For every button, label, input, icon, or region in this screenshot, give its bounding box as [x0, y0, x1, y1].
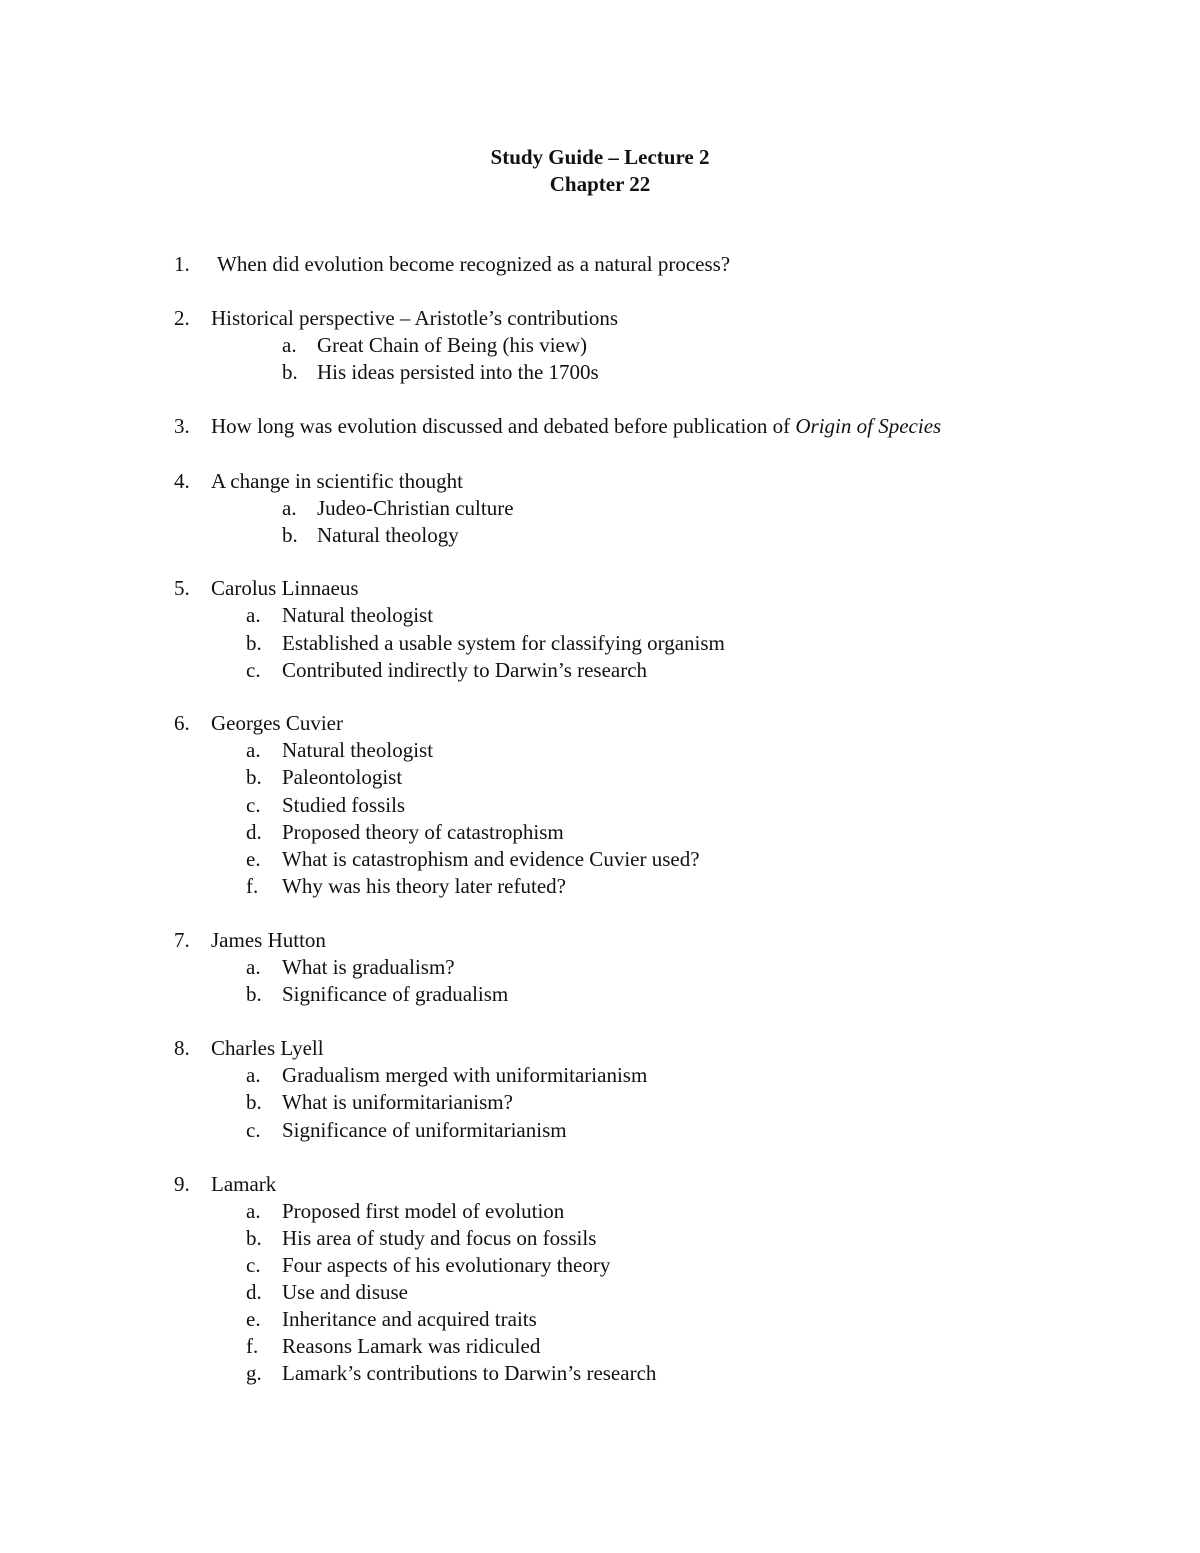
item-text: When did evolution become recognized as a natural process?: [217, 252, 731, 276]
sub-item-letter: b.: [246, 982, 262, 1006]
sub-item-letter: c.: [246, 793, 261, 817]
sub-item-letter: a.: [246, 955, 261, 979]
sub-item-letter: a.: [246, 603, 261, 627]
item-number: 4.: [174, 469, 190, 493]
page-title: Study Guide – Lecture 2: [490, 145, 710, 169]
sub-item-text: Gradualism merged with uniformitarianism: [282, 1063, 648, 1087]
sub-item-text: Significance of uniformitarianism: [282, 1118, 567, 1142]
sub-item-text: Established a usable system for classifying organism: [282, 631, 725, 655]
sub-item-letter: a.: [246, 1199, 261, 1223]
item-number: 9.: [174, 1172, 190, 1196]
sub-item-letter: b.: [246, 1226, 262, 1250]
sub-item-text: Use and disuse: [282, 1280, 408, 1304]
sub-item-text: Proposed first model of evolution: [282, 1199, 565, 1223]
sub-item-letter: c.: [246, 1253, 261, 1277]
sub-item-text: Proposed theory of catastrophism: [282, 820, 564, 844]
item-text: Historical perspective – Aristotle’s contributions: [211, 306, 619, 330]
sub-item-letter: a.: [246, 1063, 261, 1087]
item-text-plain: How long was evolution discussed and debated before publication of: [211, 414, 796, 438]
item-text: A change in scientific thought: [211, 469, 463, 493]
sub-item-letter: c.: [246, 1118, 261, 1142]
sub-item-text: Judeo-Christian culture: [317, 496, 514, 520]
sub-item-text: Reasons Lamark was ridiculed: [282, 1334, 541, 1358]
sub-item-letter: d.: [246, 1280, 262, 1304]
sub-item-text: What is gradualism?: [282, 955, 455, 979]
sub-item-text: Why was his theory later refuted?: [282, 874, 566, 898]
book-title: Origin of Species: [795, 414, 942, 438]
item-number: 3.: [174, 414, 190, 438]
sub-item-text: His area of study and focus on fossils: [282, 1226, 597, 1250]
sub-item-text: Natural theologist: [282, 738, 434, 762]
item-number: 7.: [174, 928, 190, 952]
sub-item-text: Natural theologist: [282, 603, 434, 627]
sub-item-letter: e.: [246, 847, 261, 871]
sub-item-text: What is catastrophism and evidence Cuvier used?: [282, 847, 700, 871]
sub-item-text: Great Chain of Being (his view): [317, 333, 588, 357]
item-number: 5.: [174, 576, 190, 600]
item-number: 8.: [174, 1036, 190, 1060]
item-number: 2.: [174, 306, 190, 330]
sub-item-letter: a.: [282, 333, 297, 357]
sub-item-letter: d.: [246, 820, 262, 844]
sub-item-letter: f.: [246, 874, 259, 898]
item-text: Carolus Linnaeus: [211, 576, 359, 600]
sub-item-text: Paleontologist: [282, 765, 403, 789]
item-text: [211, 413, 941, 440]
sub-item-text: His ideas persisted into the 1700s: [317, 360, 599, 384]
item-text: Charles Lyell: [211, 1036, 324, 1060]
item-number: 1.: [174, 252, 190, 276]
sub-item-letter: e.: [246, 1307, 261, 1331]
item-text: Lamark: [211, 1172, 277, 1196]
item-text: James Hutton: [211, 928, 326, 952]
sub-item-letter: c.: [246, 658, 261, 682]
sub-item-text: Inheritance and acquired traits: [282, 1307, 537, 1331]
sub-item-text: Studied fossils: [282, 793, 406, 817]
sub-item-text: Four aspects of his evolutionary theory: [282, 1253, 611, 1277]
sub-item-text: Contributed indirectly to Darwin’s research: [282, 658, 648, 682]
sub-item-letter: g.: [246, 1361, 262, 1385]
sub-item-text: Significance of gradualism: [282, 982, 509, 1006]
sub-item-letter: b.: [282, 360, 298, 384]
sub-item-letter: b.: [246, 1090, 262, 1114]
sub-item-letter: a.: [246, 738, 261, 762]
sub-item-text: What is uniformitarianism?: [282, 1090, 513, 1114]
sub-item-letter: b.: [246, 765, 262, 789]
sub-item-text: Lamark’s contributions to Darwin’s research: [282, 1361, 657, 1385]
page-subtitle: Chapter 22: [549, 172, 651, 196]
sub-item-letter: b.: [246, 631, 262, 655]
sub-item-letter: f.: [246, 1334, 259, 1358]
sub-item-letter: b.: [282, 523, 298, 547]
item-text: Georges Cuvier: [211, 711, 343, 735]
item-number: 6.: [174, 711, 190, 735]
sub-item-text: Natural theology: [317, 523, 459, 547]
sub-item-letter: a.: [282, 496, 297, 520]
